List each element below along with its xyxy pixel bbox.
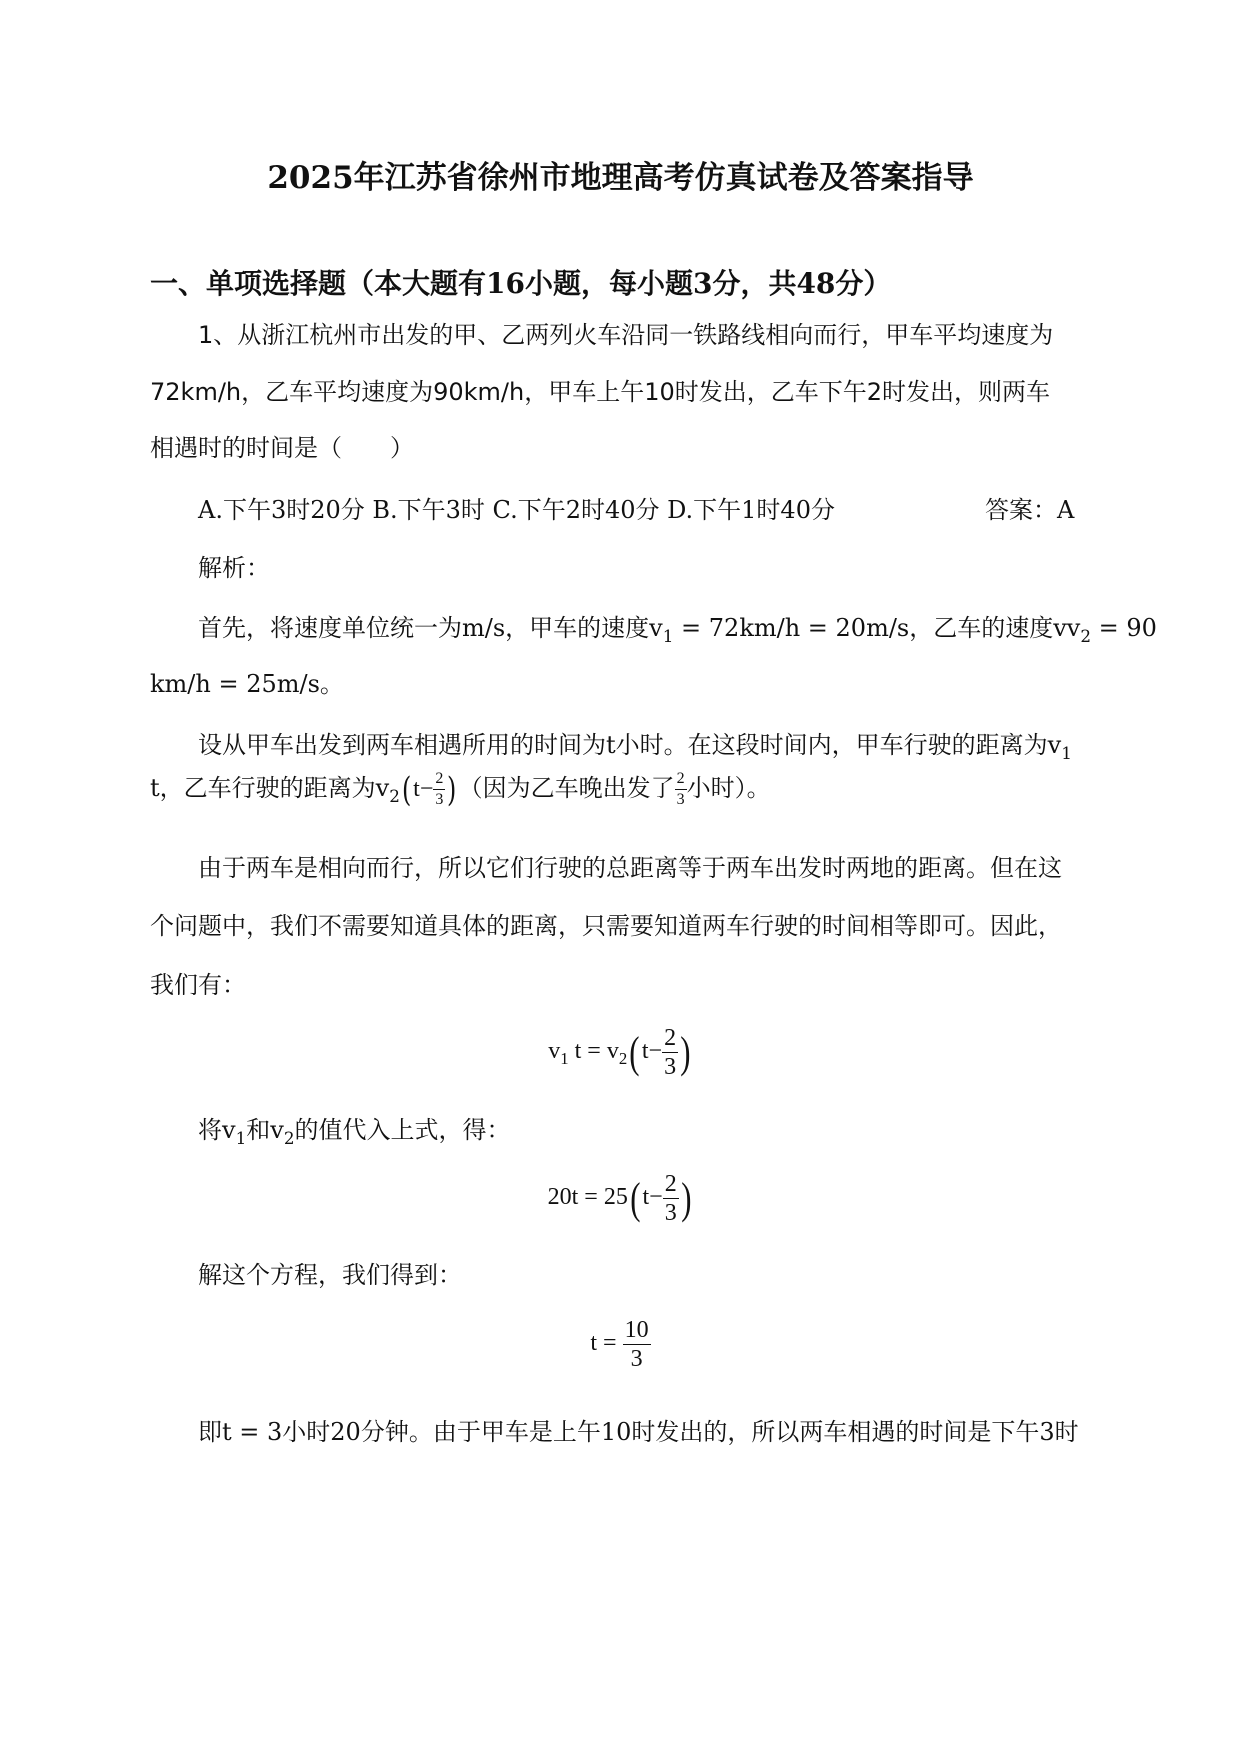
answer-options: A.下午3时20分 B.下午3时 C.下午2时40分 D.下午1时40分 (198, 496, 835, 524)
fraction: $\frac{2}{3}$ (664, 1171, 677, 1226)
step2-text-a: 设从甲车出发到两车相遇所用的时间为t小时。在这段时间内，甲车行驶的距离为v (198, 731, 1062, 759)
section-heading: 一、单项选择题（本大题有16小题，每小题3分，共48分） (150, 267, 892, 300)
fraction: $\frac{10}{3}$ (624, 1317, 649, 1372)
step2-text-c: （因为乙车晚出发了 (458, 774, 675, 802)
analysis-step-1: 首先，将速度单位统一为m/s，甲车的速度$v_1 = 72km/h = 20m/s$，乙车的速度$vv_2 = 90$ (198, 614, 1157, 646)
fraction: $\frac{2}{3}$ (676, 770, 685, 808)
subscript: 2 (1080, 625, 1092, 646)
subscript: 2 (389, 785, 400, 806)
step2-text-d: 小时）。 (686, 774, 771, 802)
analysis-step-2 (198, 725, 1072, 763)
equation-1: $v_1$ $t = v_2(t-$ $\frac{2}{3}$ ) (548, 1025, 691, 1080)
question-line-2: 72km/h，乙车平均速度为90km/h，甲车上午10时发出，乙车下午2时发出，则两车 (150, 378, 1051, 406)
analysis-step-1-cont: km/h = 25m/s。 (150, 670, 344, 698)
subscript: 1 (1061, 742, 1072, 763)
analysis-step-2-cont (150, 768, 771, 808)
analysis-step-3-line-2: 个问题中，我们不需要知道具体的距离，只需要知道两车行驶的时间相等即可。因此， (150, 912, 1062, 940)
analysis-step-5: 解这个方程，我们得到： (198, 1261, 462, 1289)
analysis-step-6: 即t = 3小时20分钟。由于甲车是上午10时发出的，所以两车相遇的时间是下午3时 (198, 1418, 1079, 1446)
analysis-label: 解析： (198, 554, 270, 582)
answer-key: 答案：A (985, 496, 1075, 524)
page-title: 2025年江苏省徐州市地理高考仿真试卷及答案指导 (267, 160, 974, 196)
question-line-1: 1、从浙江杭州市出发的甲、乙两列火车沿同一铁路线相向而行，甲车平均速度为 (198, 321, 1054, 349)
analysis-step-4: 将$v_1$和$v_2$的值代入上式，得： (198, 1116, 511, 1148)
paren-close: ) (680, 1027, 691, 1077)
paren-close: ) (680, 1173, 692, 1223)
paren-open: ( (630, 1173, 641, 1223)
paren-open: ( (401, 769, 412, 810)
analysis-step-3-line-3: 我们有： (150, 971, 246, 999)
step1-text-a: 首先，将速度单位统一为m/s，甲车的速度v (198, 614, 663, 642)
analysis-step-3-line-1: 由于两车是相向而行，所以它们行驶的总距离等于两车出发时两地的距离。但在这 (198, 854, 1062, 882)
question-line-3: 相遇时的时间是（ ） (150, 434, 414, 462)
equation-3: t = $\frac{10}{3}$ (590, 1317, 649, 1372)
paren-close: ) (447, 769, 457, 810)
equation-2: 20t = 25(t− $\frac{2}{3}$ ) (547, 1171, 692, 1226)
step1-text-c: = 90 (1091, 614, 1157, 642)
step2-text-b: t，乙车行驶的距离为v (150, 774, 390, 802)
fraction: $\frac{2}{3}$ (664, 1025, 677, 1080)
step1-text-b: = 72km/h = 20m/s，乙车的速度v (673, 614, 1067, 642)
paren-open: ( (629, 1027, 640, 1077)
t-minus: t− (413, 776, 434, 802)
fraction: $\frac{2}{3}$ (435, 770, 444, 808)
subscript: 1 (662, 625, 674, 646)
